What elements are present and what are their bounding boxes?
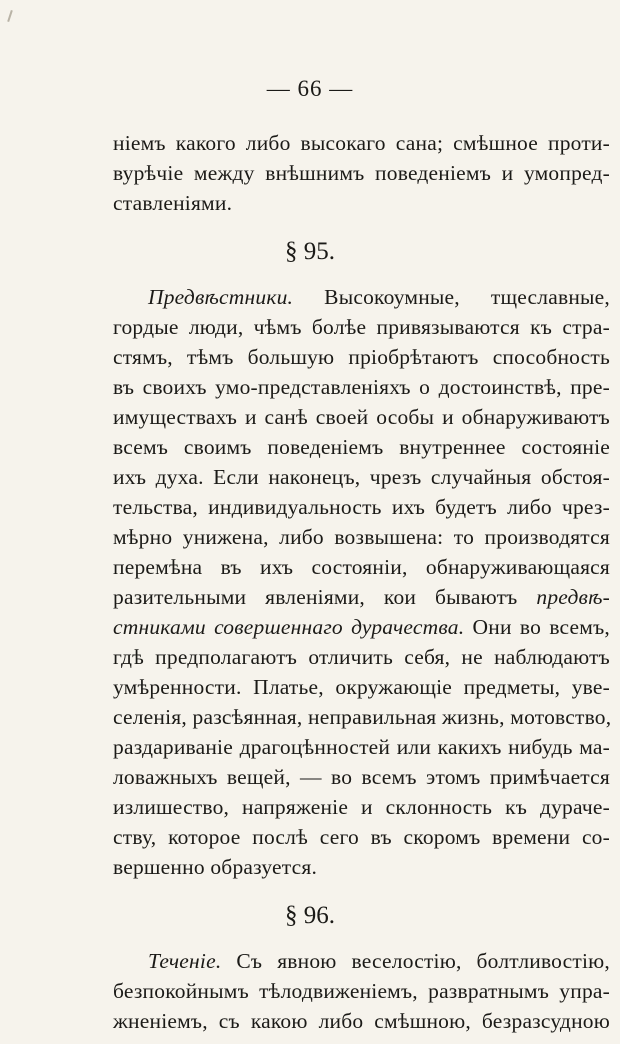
- text-line: вурѣчіе между внѣшнимъ поведеніемъ и умопред-: [113, 161, 610, 185]
- text-line: излишество, напряженіе и склонность къ дураче-: [113, 795, 610, 819]
- text-line: имуществахъ и санѣ своей особы и обнаруживаютъ: [113, 405, 610, 429]
- text-span: Съ явною веселостію, болтливостію,: [221, 949, 610, 973]
- section-heading-95: § 95.: [285, 238, 335, 265]
- text-span: Они во всемъ,: [464, 615, 610, 639]
- text-line: перемѣна въ ихъ состояніи, обнаруживающаяся: [113, 555, 610, 579]
- text-line: стямъ, тѣмъ большую пріобрѣтаютъ способность: [113, 345, 610, 369]
- text-line: безпокойнымъ тѣлодвиженіемъ, развратнымъ упра-: [113, 979, 610, 1003]
- section-heading-96: § 96.: [285, 902, 335, 929]
- text-line: ству, которое послѣ сего въ скоромъ времени со-: [113, 825, 610, 849]
- text-line: ловажныхъ вещей, — во всемъ этомъ примѣчается: [113, 765, 610, 789]
- text-span: Высокоумные, тщеславные,: [293, 285, 610, 309]
- text-span: разительными явленіями, кои бываютъ: [113, 585, 537, 609]
- text-line: тельства, индивидуальность ихъ будетъ либо чрез-: [113, 495, 610, 519]
- page-number: — 66 —: [266, 76, 354, 101]
- text-line: раздариваніе драгоцѣнностей или какихъ нибудь ма-: [113, 735, 610, 759]
- text-line: ихъ духа. Если наконецъ, чрезъ случайныя обстоя-: [113, 465, 610, 489]
- text-line: жненіемъ, съ какою либо смѣшною, безразсудною: [113, 1009, 610, 1033]
- text-line: гдѣ предполагаютъ отличить себя, не наблюдаютъ: [113, 645, 610, 669]
- italic-span: стниками совершеннаго дурачества.: [113, 615, 465, 639]
- text-line: умѣренности. Платье, окружающіе предметы, уве-: [113, 675, 610, 699]
- text-line: мѣрно унижена, либо возвышена: то производятся: [113, 525, 610, 549]
- text-line: ставленіями.: [113, 191, 233, 215]
- text-line: [113, 612, 610, 642]
- text-line: [113, 582, 610, 612]
- lead-term: Предвѣстники.: [148, 285, 294, 309]
- text-line: [148, 946, 610, 976]
- text-line: всемъ своимъ поведеніемъ внутреннее состояніе: [113, 435, 610, 459]
- text-line: гордые люди, чѣмъ болѣе привязываются къ стра-: [113, 315, 610, 339]
- margin-mark: [7, 10, 13, 22]
- text-line: въ своихъ умо-представленіяхъ о достоинствѣ, пре-: [113, 375, 610, 399]
- text-line: селенія, разсѣянная, неправильная жизнь, мотовство,: [113, 705, 612, 729]
- text-line: [148, 282, 610, 312]
- italic-span: предвѣ-: [536, 585, 610, 609]
- text-line: вершенно образуется.: [113, 855, 318, 879]
- lead-term: Теченіе.: [148, 949, 222, 973]
- text-line: ніемъ какого либо высокаго сана; смѣшное проти-: [113, 131, 610, 155]
